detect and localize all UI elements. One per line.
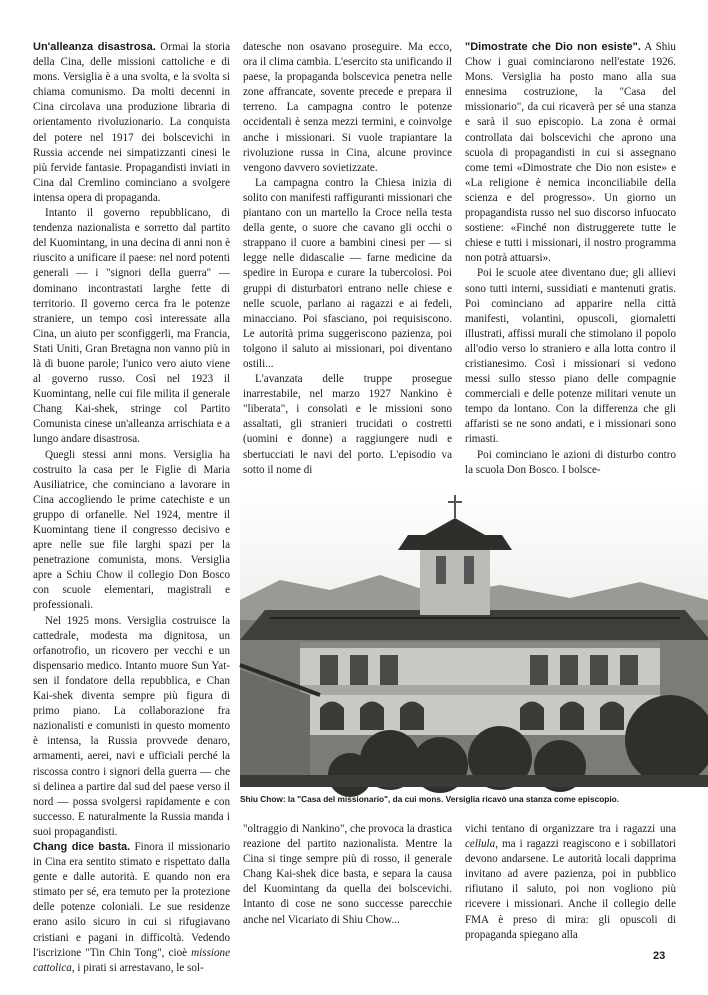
paragraph: datesche non osavano proseguire. Ma ecco, ora il clima cambia. L'esercito sta unificando il paese, la propaganda bolscevica penetra nelle zone affrancate, sovente precede e prepara il terreno. La campagna contro le potenze occidentali è senza mezzi termini, e coinvolge anche i missionari. Si vuole trapiantare la rivoluzione russa in Cina, alcune province vengono davvero sovietizzate. xyxy=(243,41,452,174)
photo-caption: Shiu Chow: la "Casa del missionario", da cui mons. Versiglia ricavò una stanza come episcopio. xyxy=(240,794,620,804)
paragraph: Quegli stessi anni mons. Versiglia ha costruito la casa per le Figlie di Maria Ausiliatrice, che cominciano a lavorare in Cina accogliendo le prime catechiste e un gruppo di orfanelle. Nel 1924, mentre il Kuomintang tiene il congresso decisivo e apre nelle sue file larghi spazi per la penetrazione comunista, mons. Versiglia apre a Schiu Chow il collegio Don Bosco con scuole elementari, magistrali e professionali. xyxy=(33,448,230,612)
mission-house-photo xyxy=(240,490,708,787)
paragraph xyxy=(33,840,230,976)
paragraph-text: Finora il missionario in Cina era sentito stimato e rispettato dalla gente e dalle autorità. E quando non era stimato per sé, era temuto per la protezione delle potenze coloniali. Le sue residenze erano asilo sicuro in cui si rifugiavano cristiani e pagani in difficoltà. Vedendo l'iscrizione "Tin Chin Tong", cioè xyxy=(33,840,230,959)
paragraph-text: , ma i ragazzi reagiscono e i sobillatori devono andarsene. Le autorità locali dapprima invitano ad avere pazienza, poi in pubblico rifiutano il saluto, poi non vogliono più ricevere i missionari. Anche il collegio delle FMA è preso di mira: gli opuscoli di propaganda spiegano alla xyxy=(465,838,676,941)
column-3-continued xyxy=(465,822,676,962)
section-heading: Chang dice basta. xyxy=(33,840,131,853)
paragraph xyxy=(465,40,676,266)
emphasis: missione cattolica xyxy=(33,946,230,974)
paragraph: Nel 1925 mons. Versiglia costruisce la cattedrale, modesta ma dignitosa, un orfanotrofio, un ricovero per vecchi e un dispensario medico. Intanto muore Sun Yat-sen il fondatore della repubblica, e Chan Kai-shek diventa sempre più figura di primo piano. La collaborazione fra nazionalisti e comunisti in questo momento è intensa, la Russia provvede denaro, armamenti, aerei, navi e ufficiali perché la riscossa contro i signori della guerra — che si delinea a partire dal sud del paese verso il nord — possa svolgersi rapidamente e con successo. E naturalmente la Russia manda i suoi propagandisti. xyxy=(33,614,230,838)
paragraph xyxy=(33,40,230,206)
paragraph-text: A Shiu Chow i guai cominciarono nell'estate 1926. Mons. Versiglia ha posto mano alla sua ennesima costruzione, la "Casa del missionario", da cui ricaverà per sé una stanza e sarà il suo episcopio. La zona è ormai controllata dai bolscevichi che aprono una scuola di propagandisti in cui si assegnano come temi «Dimostrate che Dio non esiste» e «La religione è nemica inconciliabile della scienza e del progresso». Un giorno un propagandista russo nel suo discorso infuocato sostiene: «Finché non distruggerete tutte le chiese e tutti i missionari, il nostro programma non potrà attuarsi». xyxy=(465,41,676,265)
paragraph: Intanto il governo repubblicano, di tendenza nazionalista e sorretto dal partito del Kuomintang, in una decina di anni non è riuscito a unificare il paese: nel nord potenti generali — i "signori della guerra" — dominano incontrastati larghe fette di territorio. Il governo cerca fra le potenze straniere, un tempo così interessate alla Cina, un aiuto per sconfiggerli, ma Francia, Stati Uniti, Gran Bretagna non vanno più in là di buone parole; l'unico vero aiuto viene al governo russo. Così nel 1923 il Kuomintang, nelle cui file milita il generale Chang Kai-shek, stringe col Partito Comunista cinese un'alleanza arrischiata e a lungo andare disastrosa. xyxy=(33,207,230,446)
paragraph-text: Ormai la storia della Cina, delle missioni cattoliche e di mons. Versiglia è a una svolta, e la svolta si chiama comunismo. Da molti decenni in Cina circolava una produzione libraria di orientamento rivoluzionario. La conquista del potere nel 1917 dei bolscevichi in Russia accende nei simpatizzanti cinesi le più fervide fantasie. Propagandisti inviati in Cina dal Cremlino cominciano a svolgere intensa opera di propaganda. xyxy=(33,41,230,204)
column-2 xyxy=(243,40,452,476)
column-3 xyxy=(465,40,676,476)
paragraph-text: , i pirati si arrestavano, le sol- xyxy=(71,961,204,974)
paragraph: Poi cominciano le azioni di disturbo contro la scuola Don Bosco. I bolsce- xyxy=(465,448,676,476)
paragraph: Poi le scuole atee diventano due; gli allievi sono tutti interni, sussidiati e mantenuti gratis. Poi cominciano ad apparire nella città manifesti, volantini, opuscoli, giornaletti illustrati, affissi murali che stimolano il popolo all'odio verso lo straniero e alla lotta contro il cristianesimo. Così i missionari si vedono messi sullo stesso piano delle compagnie commerciali e delle potenze militari venute un tempo da lontano. Con la differenza che gli affaristi se ne sono andati, e i missionari sono rimasti. xyxy=(465,267,676,446)
paragraph-text: vichi tentano di organizzare tra i ragazzi una xyxy=(465,823,676,835)
section-heading: "Dimostrate che Dio non esiste". xyxy=(465,41,641,53)
paragraph xyxy=(465,822,676,943)
paragraph: La campagna contro la Chiesa inizia di solito con manifesti raffiguranti missionari che piantano con un martello la Croce nella testa della gente, o suore che cavano gli occhi o strappano il cuore a bambini cinesi per — si legge nelle didascalie — farne medicine da spedire in Europa e curare la tubercolosi. Poi gruppi di disturbatori entrano nelle chiese e nelle scuole, parlano ai ragazzi e ai fedeli, minacciano. Poi sfasciano, poi requisiscono. Le autorità prima suggeriscono pazienza, poi tolgono il saluto ai missionari, poi diventano ostili... xyxy=(243,176,452,370)
paragraph: "oltraggio di Nankino", che provoca la drastica reazione del partito nazionalista. Mentre la Cina si tinge sempre più di rosso, il generale Chang Kai-shek dice basta, e separa la causa del Kuomintang da quella dei bolscevichi. Intanto di cose ne sono successe parecchie anche nel Vicariato di Shiu Chow... xyxy=(243,823,452,926)
building-photo-illustration xyxy=(240,490,708,787)
page-number: 23 xyxy=(653,950,666,962)
emphasis: cellula xyxy=(465,838,496,851)
column-1 xyxy=(33,40,230,974)
column-2-continued xyxy=(243,822,452,962)
paragraph: L'avanzata delle truppe prosegue inarrestabile, nel marzo 1927 Nankino è "liberata", i consolati e le missioni sono assaltati, gli stranieri trucidati o costretti (uomini e donne) a raggiungere nudi e sbertucciati le navi del porto. L'episodio va sotto il nome di xyxy=(243,373,452,476)
section-heading: Un'alleanza disastrosa. xyxy=(33,41,156,53)
